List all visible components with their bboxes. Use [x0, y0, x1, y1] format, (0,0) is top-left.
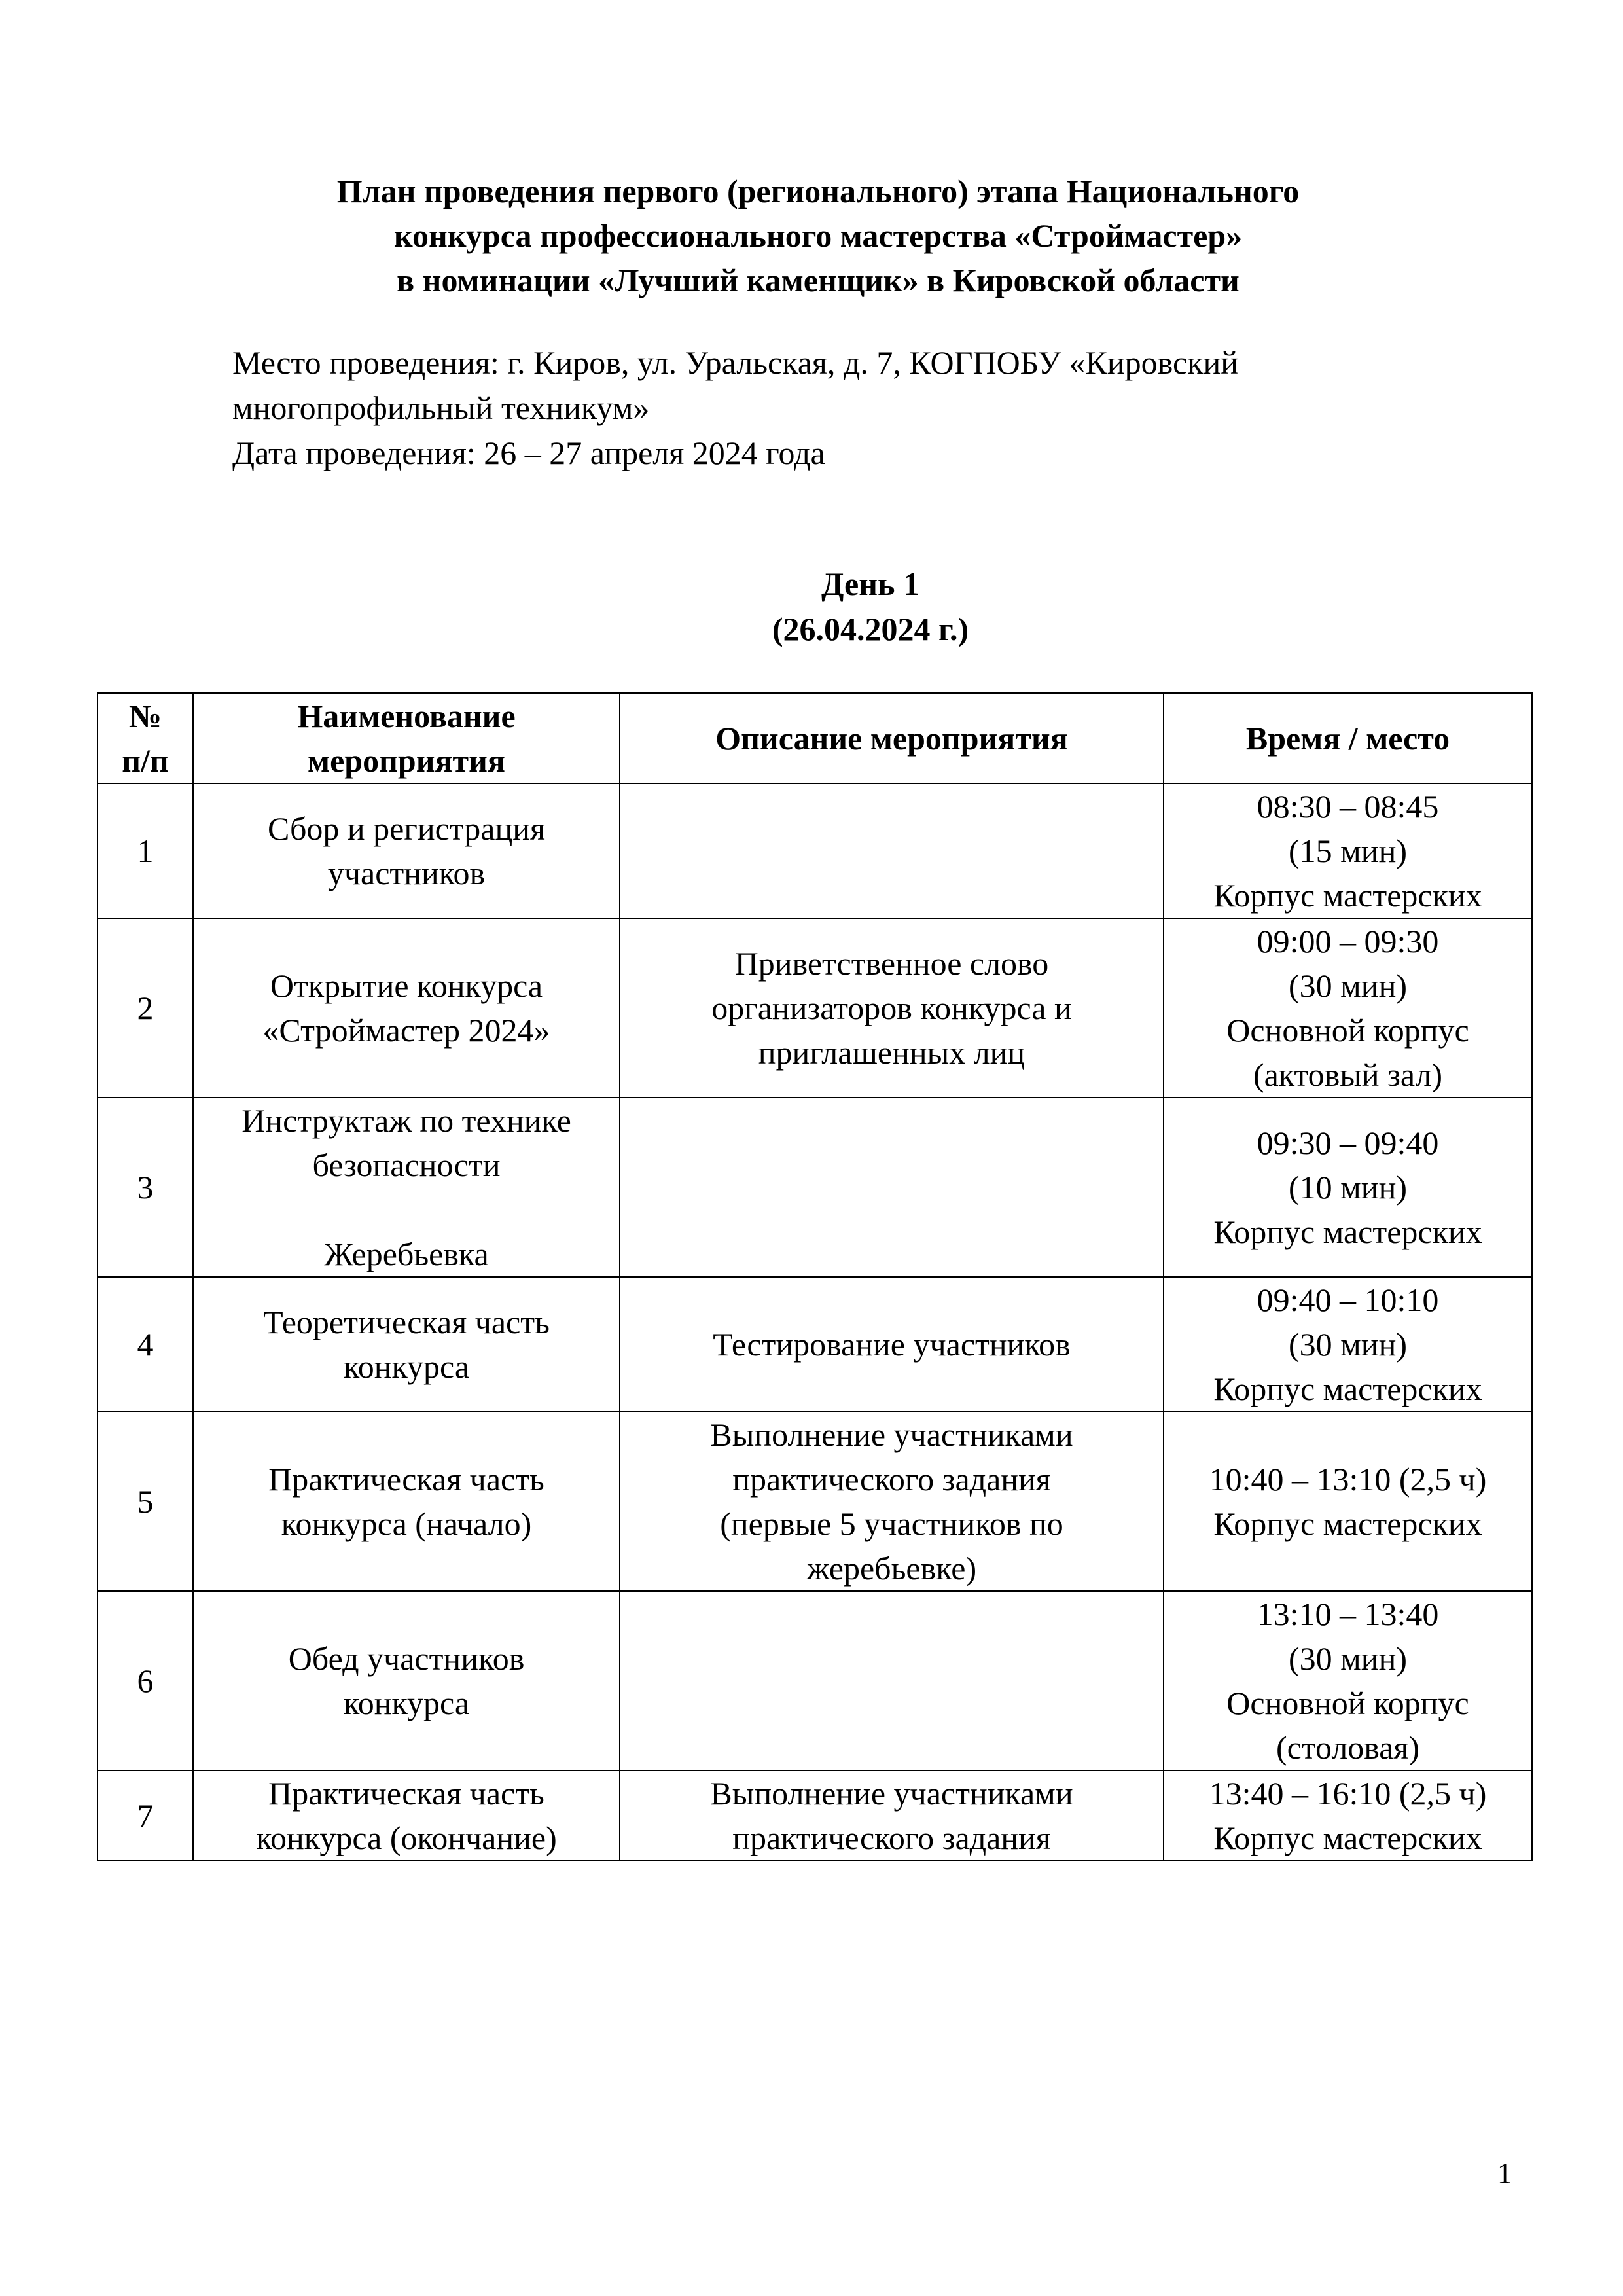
cell-line: Теоретическая часть	[263, 1304, 550, 1340]
table-row	[98, 783, 1532, 918]
row-num: 2	[98, 918, 193, 1098]
cell-line: безопасности	[312, 1147, 501, 1183]
row-description	[620, 1591, 1164, 1770]
row-name	[193, 918, 620, 1098]
row-num: 7	[98, 1770, 193, 1861]
cell-line: Выполнение участниками	[710, 1775, 1073, 1812]
header-name	[193, 693, 620, 783]
day-date: (26.04.2024 г.)	[772, 611, 969, 647]
schedule-table	[97, 692, 1533, 1861]
row-time-place	[1164, 783, 1532, 918]
cell-line: 13:40 – 16:10 (2,5 ч)	[1209, 1775, 1487, 1812]
cell-line: Обед участников	[288, 1640, 525, 1677]
cell-line: 09:40 – 10:10	[1257, 1282, 1439, 1318]
cell-line: (30 мин)	[1289, 967, 1407, 1004]
cell-line: (30 мин)	[1289, 1326, 1407, 1363]
cell-line: конкурса (начало)	[281, 1505, 532, 1542]
row-time-place	[1164, 918, 1532, 1098]
cell-line: участников	[327, 855, 486, 891]
row-description	[620, 1412, 1164, 1591]
header-description: Описание мероприятия	[620, 693, 1164, 783]
cell-line: 10:40 – 13:10 (2,5 ч)	[1209, 1461, 1487, 1498]
cell-line: Жеребьевка	[324, 1236, 489, 1272]
row-name	[193, 1591, 620, 1770]
row-num: 6	[98, 1591, 193, 1770]
cell-line: жеребьевке)	[806, 1550, 977, 1587]
row-name	[193, 1412, 620, 1591]
cell-line: 09:30 – 09:40	[1257, 1124, 1439, 1161]
cell-line: приглашенных лиц	[758, 1034, 1026, 1071]
cell-line: Выполнение участниками	[710, 1416, 1073, 1453]
table-row	[98, 1770, 1532, 1861]
row-time-place	[1164, 1591, 1532, 1770]
cell-line: (столовая)	[1275, 1729, 1420, 1766]
cell-line: Корпус мастерских	[1213, 1371, 1482, 1407]
row-num: 3	[98, 1098, 193, 1277]
row-name	[193, 1098, 620, 1277]
cell-line: практического задания	[732, 1461, 1051, 1498]
document-title	[196, 169, 1440, 302]
event-place-cont: многопрофильный техникум»	[232, 389, 650, 426]
table-row	[98, 1412, 1532, 1591]
cell-line: (30 мин)	[1289, 1640, 1407, 1677]
day-label: День 1	[821, 565, 919, 602]
cell-line: Сбор и регистрация	[268, 810, 545, 847]
cell-line: конкурса	[343, 1685, 470, 1721]
table-row	[98, 1098, 1532, 1277]
table-header-row	[98, 693, 1532, 783]
title-line: План проведения первого (регионального) этапа Национального	[336, 173, 1300, 209]
cell-line: Корпус мастерских	[1213, 877, 1482, 914]
cell-line: (10 мин)	[1289, 1169, 1407, 1206]
event-info	[232, 340, 1508, 476]
row-description	[620, 1770, 1164, 1861]
cell-line: (первые 5 участников по	[720, 1505, 1063, 1542]
cell-line: Основной корпус	[1226, 1012, 1469, 1049]
title-line: в номинации «Лучший каменщик» в Кировской области	[397, 262, 1240, 298]
row-time-place	[1164, 1098, 1532, 1277]
header-time-place: Время / место	[1164, 693, 1532, 783]
header-num-line: №	[128, 698, 162, 734]
row-description	[620, 1098, 1164, 1277]
row-time-place	[1164, 1277, 1532, 1412]
row-description	[620, 783, 1164, 918]
cell-line: Корпус мастерских	[1213, 1505, 1482, 1542]
row-name	[193, 783, 620, 918]
header-num	[98, 693, 193, 783]
cell-line: Тестирование участников	[713, 1326, 1071, 1363]
cell-line: конкурса (окончание)	[256, 1820, 557, 1856]
cell-line: (актовый зал)	[1253, 1056, 1443, 1093]
row-time-place	[1164, 1770, 1532, 1861]
cell-line: 09:00 – 09:30	[1257, 923, 1439, 960]
day-heading	[654, 562, 1086, 652]
cell-line: «Строймастер 2024»	[262, 1012, 550, 1049]
cell-line: Открытие конкурса	[270, 967, 543, 1004]
title-line: конкурса профессионального мастерства «Строймастер»	[393, 217, 1243, 254]
header-name-line: Наименование	[297, 698, 516, 734]
cell-line: Корпус мастерских	[1213, 1213, 1482, 1250]
cell-line: Корпус мастерских	[1213, 1820, 1482, 1856]
page-number: 1	[1497, 2157, 1512, 2189]
row-time-place	[1164, 1412, 1532, 1591]
event-place: Место проведения: г. Киров, ул. Уральская, д. 7, КОГПОБУ «Кировский	[232, 344, 1238, 381]
row-description	[620, 1277, 1164, 1412]
cell-line: Приветственное слово	[734, 945, 1049, 982]
header-name-line: мероприятия	[308, 742, 505, 779]
row-num: 4	[98, 1277, 193, 1412]
table-row	[98, 918, 1532, 1098]
cell-line: (15 мин)	[1289, 833, 1407, 869]
table-row	[98, 1277, 1532, 1412]
cell-spacer	[196, 1187, 616, 1232]
cell-line: Инструктаж по технике	[241, 1102, 571, 1139]
row-num: 5	[98, 1412, 193, 1591]
cell-line: Основной корпус	[1226, 1685, 1469, 1721]
cell-line: Практическая часть	[268, 1775, 544, 1812]
row-description	[620, 918, 1164, 1098]
row-num: 1	[98, 783, 193, 918]
cell-line: организаторов конкурса и	[711, 990, 1072, 1026]
event-date: Дата проведения: 26 – 27 апреля 2024 года	[232, 435, 825, 471]
row-name	[193, 1770, 620, 1861]
table-row	[98, 1591, 1532, 1770]
cell-line: конкурса	[343, 1348, 470, 1385]
cell-line: 13:10 – 13:40	[1257, 1596, 1439, 1632]
header-num-line: п/п	[122, 742, 169, 779]
cell-line: практического задания	[732, 1820, 1051, 1856]
row-name	[193, 1277, 620, 1412]
cell-line: 08:30 – 08:45	[1257, 788, 1439, 825]
cell-line: Практическая часть	[268, 1461, 544, 1498]
